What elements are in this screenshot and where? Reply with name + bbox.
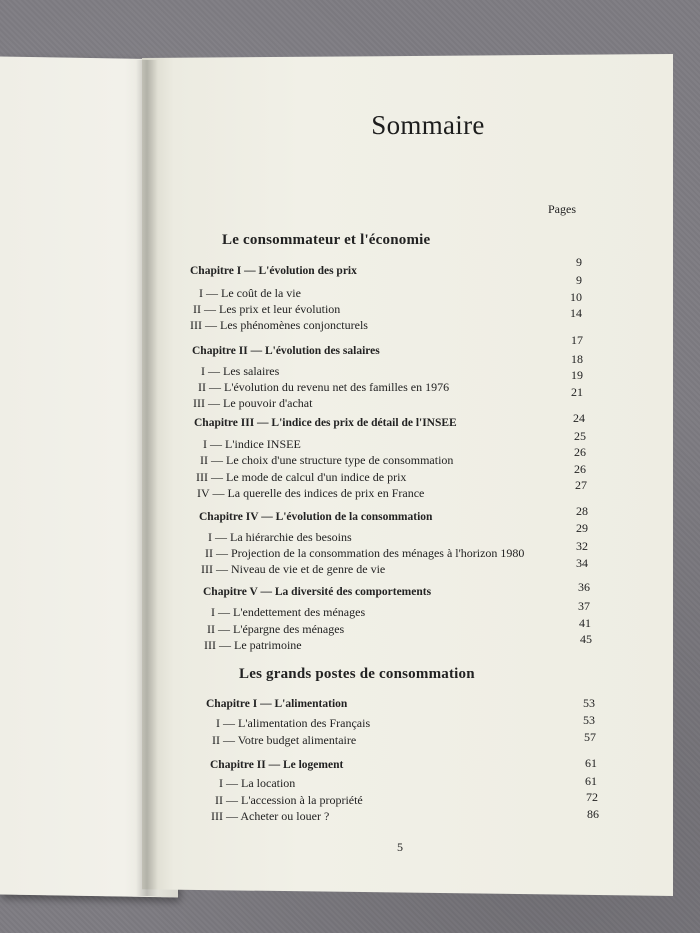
chapter-page: 24: [573, 411, 585, 425]
chapter-page: 61: [585, 756, 597, 770]
section-item: I — La location: [219, 776, 296, 790]
section-page: 26: [574, 462, 586, 476]
chapter-title: Chapitre IV — L'évolution de la consommation: [199, 511, 433, 523]
chapter-page: 28: [576, 504, 588, 518]
section-page: 45: [580, 632, 592, 646]
section-item: I — Les salaires: [201, 364, 280, 378]
section-item: II — L'accession à la propriété: [215, 793, 363, 807]
section-item: IV — La querelle des indices de prix en France: [197, 486, 425, 500]
section-page: 29: [576, 521, 588, 535]
chapter-page: 17: [571, 333, 583, 347]
section-page: 61: [585, 774, 597, 788]
section-page: 57: [584, 730, 596, 744]
section-page: 18: [571, 352, 583, 366]
section-item: I — L'indice INSEE: [203, 437, 301, 451]
chapter-title: Chapitre I — L'évolution des prix: [190, 265, 357, 277]
chapter-page: 36: [578, 580, 590, 594]
section-item: III — Niveau de vie et de genre de vie: [201, 562, 386, 576]
section-page: 14: [570, 306, 582, 320]
section-item: II — Le choix d'une structure type de consommation: [200, 453, 454, 467]
section-item: II — Projection de la consommation des ménages à l'horizon 1980: [205, 546, 525, 560]
section-item: I — Le coût de la vie: [199, 286, 301, 300]
section-page: 9: [576, 273, 582, 287]
section-item: III — Le pouvoir d'achat: [193, 396, 313, 410]
chapter-title: Chapitre II — L'évolution des salaires: [192, 345, 380, 357]
chapter-title: Chapitre III — L'indice des prix de détail de l'INSEE: [194, 417, 457, 429]
chapter-title: Chapitre II — Le logement: [210, 759, 344, 771]
part-title: Les grands postes de consommation: [239, 666, 475, 682]
section-page: 34: [576, 556, 588, 570]
section-item: I — La hiérarchie des besoins: [208, 530, 352, 544]
section-item: II — Les prix et leur évolution: [193, 302, 341, 316]
section-item: II — L'épargne des ménages: [207, 622, 345, 636]
section-page: 21: [571, 385, 583, 399]
chapter-title: Chapitre V — La diversité des comportements: [203, 586, 432, 598]
part-title: Le consommateur et l'économie: [222, 232, 431, 248]
section-page: 10: [570, 290, 582, 304]
pages-column-label: Pages: [548, 202, 576, 216]
section-page: 86: [587, 807, 599, 821]
section-page: 32: [576, 539, 588, 553]
section-item: III — Acheter ou louer ?: [211, 809, 330, 823]
section-item: II — Votre budget alimentaire: [212, 733, 357, 747]
section-item: II — L'évolution du revenu net des familles en 1976: [198, 380, 450, 394]
chapter-page: 9: [576, 255, 582, 269]
section-page: 37: [578, 599, 590, 613]
section-page: 26: [574, 445, 586, 459]
section-item: III — Les phénomènes conjoncturels: [190, 318, 368, 332]
section-page: 19: [571, 368, 583, 382]
page-number: 5: [397, 840, 403, 854]
section-page: 25: [574, 429, 586, 443]
section-item: III — Le patrimoine: [204, 638, 302, 652]
page-title: Sommaire: [371, 110, 485, 140]
chapter-title: Chapitre I — L'alimentation: [206, 698, 348, 710]
section-page: 27: [575, 478, 587, 492]
section-item: III — Le mode de calcul d'un indice de prix: [196, 470, 407, 484]
section-page: 72: [586, 790, 598, 804]
section-page: 41: [579, 616, 591, 630]
section-item: I — L'alimentation des Français: [216, 716, 371, 730]
section-item: I — L'endettement des ménages: [211, 605, 366, 619]
chapter-page: 53: [583, 696, 595, 710]
section-page: 53: [583, 713, 595, 727]
